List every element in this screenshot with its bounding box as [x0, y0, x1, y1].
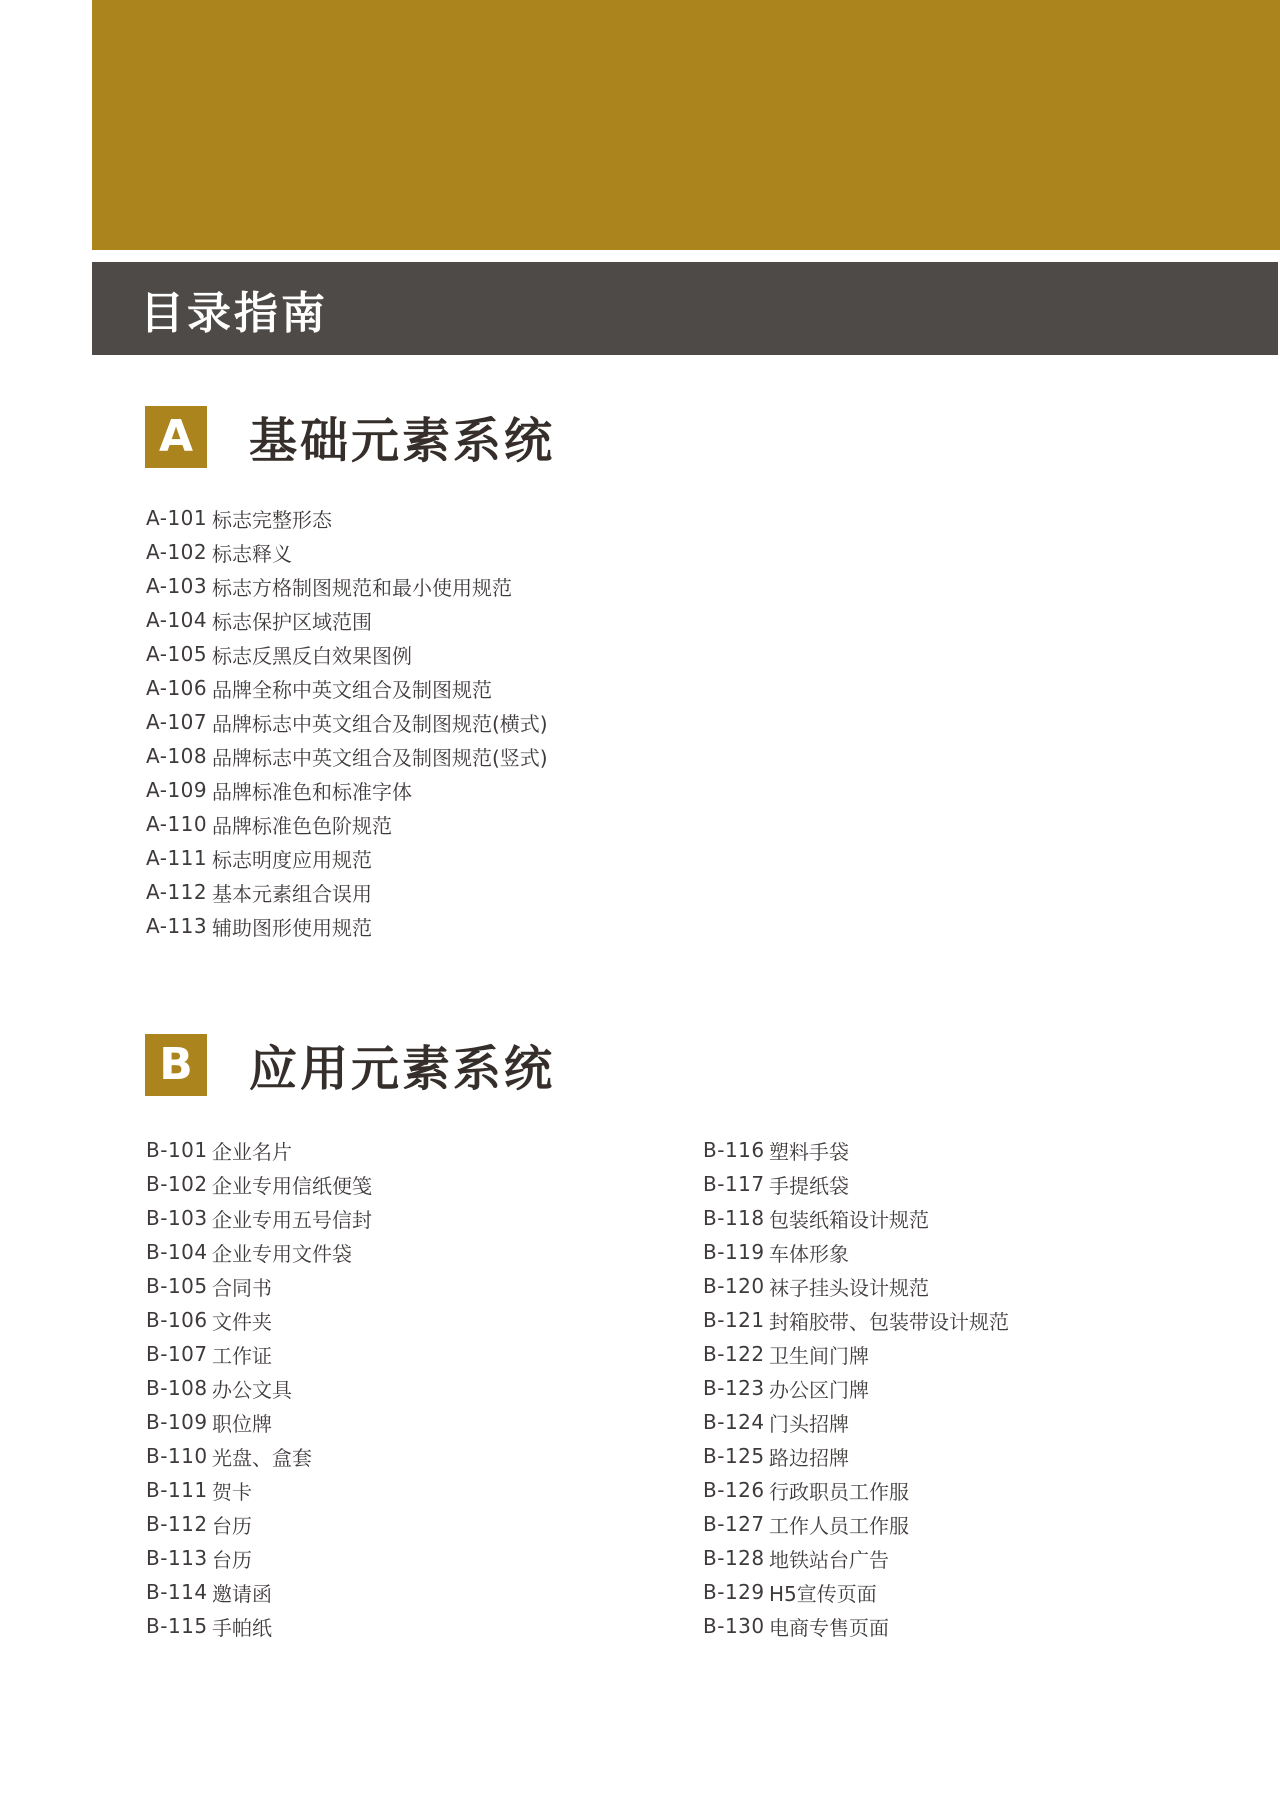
item-label: 办公区门牌: [769, 1377, 869, 1402]
item-label: 手提纸袋: [769, 1173, 849, 1198]
list-item: [146, 1167, 372, 1201]
item-label: 标志方格制图规范和最小使用规范: [212, 575, 512, 600]
item-label: 标志明度应用规范: [212, 847, 372, 872]
section-a-title: 基础元素系统: [249, 413, 556, 469]
item-label: 品牌全称中英文组合及制图规范: [212, 677, 492, 702]
item-code: B-118: [703, 1206, 765, 1230]
list-item: [146, 739, 548, 773]
item-code: A-109: [146, 778, 208, 802]
item-label: 职位牌: [212, 1411, 272, 1436]
item-code: B-101: [146, 1138, 208, 1162]
item-code: B-102: [146, 1172, 208, 1196]
list-item: [703, 1235, 1009, 1269]
item-code: B-112: [146, 1512, 208, 1536]
item-code: B-120: [703, 1274, 765, 1298]
item-code: B-110: [146, 1444, 208, 1468]
item-label: 辅助图形使用规范: [212, 915, 372, 940]
item-label: 台历: [212, 1547, 252, 1572]
item-label: 电商专售页面: [769, 1615, 889, 1640]
item-code: B-122: [703, 1342, 765, 1366]
item-code: B-114: [146, 1580, 208, 1604]
list-item: [146, 1473, 372, 1507]
item-code: B-117: [703, 1172, 765, 1196]
item-label: 合同书: [212, 1275, 272, 1300]
list-item: [146, 1439, 372, 1473]
list-item: [146, 1371, 372, 1405]
item-code: B-105: [146, 1274, 208, 1298]
item-code: A-111: [146, 846, 208, 870]
item-label: 邀请函: [212, 1581, 272, 1606]
list-item: [146, 501, 548, 535]
list-item: [146, 1507, 372, 1541]
item-code: A-105: [146, 642, 208, 666]
list-item: [703, 1439, 1009, 1473]
list-item: [146, 1133, 372, 1167]
list-item: [703, 1167, 1009, 1201]
item-label: 封箱胶带、包装带设计规范: [769, 1309, 1009, 1334]
item-code: B-108: [146, 1376, 208, 1400]
item-label: 包装纸箱设计规范: [769, 1207, 929, 1232]
item-code: B-116: [703, 1138, 765, 1162]
list-item: [146, 875, 548, 909]
list-item: [146, 1541, 372, 1575]
item-label: 光盘、盒套: [212, 1445, 312, 1470]
toc-banner: [92, 262, 1278, 355]
item-code: B-104: [146, 1240, 208, 1264]
list-item: [146, 637, 548, 671]
item-code: B-128: [703, 1546, 765, 1570]
item-label: 文件夹: [212, 1309, 272, 1334]
item-code: B-130: [703, 1614, 765, 1638]
list-item: [146, 569, 548, 603]
list-item: [146, 1405, 372, 1439]
item-code: A-101: [146, 506, 208, 530]
item-label: 车体形象: [769, 1241, 849, 1266]
item-code: A-104: [146, 608, 208, 632]
list-item: [146, 535, 548, 569]
header-gold-block: [92, 0, 1280, 250]
list-item: [146, 1337, 372, 1371]
section-a-list: [146, 501, 548, 943]
item-label: 地铁站台广告: [769, 1547, 889, 1572]
item-code: B-123: [703, 1376, 765, 1400]
item-label: 品牌标准色和标准字体: [212, 779, 412, 804]
list-item: [146, 909, 548, 943]
list-item: [146, 1575, 372, 1609]
item-label: 办公文具: [212, 1377, 292, 1402]
item-label: 手帕纸: [212, 1615, 272, 1640]
item-code: B-126: [703, 1478, 765, 1502]
item-code: B-103: [146, 1206, 208, 1230]
item-label: 标志释义: [212, 541, 292, 566]
list-item: [703, 1201, 1009, 1235]
list-item: [703, 1541, 1009, 1575]
item-label: 行政职员工作服: [769, 1479, 909, 1504]
item-label: 企业专用信纸便笺: [212, 1173, 372, 1198]
section-b-title: 应用元素系统: [249, 1041, 556, 1097]
item-label: 标志完整形态: [212, 507, 332, 532]
item-code: A-102: [146, 540, 208, 564]
item-label: 工作人员工作服: [769, 1513, 909, 1538]
list-item: [703, 1269, 1009, 1303]
item-code: B-107: [146, 1342, 208, 1366]
item-code: B-113: [146, 1546, 208, 1570]
item-code: B-111: [146, 1478, 208, 1502]
item-label: 台历: [212, 1513, 252, 1538]
item-code: B-121: [703, 1308, 765, 1332]
list-item: [146, 1269, 372, 1303]
item-label: 贺卡: [212, 1479, 252, 1504]
item-label: 标志保护区域范围: [212, 609, 372, 634]
item-code: B-124: [703, 1410, 765, 1434]
item-code: A-110: [146, 812, 208, 836]
item-code: B-129: [703, 1580, 765, 1604]
page-title: 目录指南: [140, 287, 328, 339]
item-code: A-106: [146, 676, 208, 700]
item-label: H5宣传页面: [769, 1581, 877, 1606]
item-code: A-103: [146, 574, 208, 598]
section-a-header: [145, 402, 555, 471]
item-label: 工作证: [212, 1343, 272, 1368]
item-label: 品牌标志中英文组合及制图规范(竖式): [212, 745, 548, 770]
item-label: 卫生间门牌: [769, 1343, 869, 1368]
item-code: A-108: [146, 744, 208, 768]
section-b-list-left: [146, 1133, 372, 1643]
list-item: [703, 1609, 1009, 1643]
list-item: [146, 603, 548, 637]
item-label: 袜子挂头设计规范: [769, 1275, 929, 1300]
list-item: [146, 1235, 372, 1269]
item-code: A-113: [146, 914, 208, 938]
item-code: B-127: [703, 1512, 765, 1536]
item-label: 企业名片: [212, 1139, 292, 1164]
item-code: B-125: [703, 1444, 765, 1468]
item-code: B-106: [146, 1308, 208, 1332]
list-item: [703, 1473, 1009, 1507]
list-item: [703, 1303, 1009, 1337]
section-b-header: [145, 1030, 555, 1099]
item-label: 门头招牌: [769, 1411, 849, 1436]
item-label: 基本元素组合误用: [212, 881, 372, 906]
item-code: B-119: [703, 1240, 765, 1264]
list-item: [703, 1507, 1009, 1541]
section-b-badge: B: [145, 1034, 207, 1096]
list-item: [146, 1609, 372, 1643]
list-item: [703, 1337, 1009, 1371]
item-label: 标志反黑反白效果图例: [212, 643, 412, 668]
list-item: [146, 1201, 372, 1235]
item-label: 品牌标志中英文组合及制图规范(横式): [212, 711, 548, 736]
list-item: [146, 705, 548, 739]
list-item: [703, 1371, 1009, 1405]
section-b-list-right: [703, 1133, 1009, 1643]
item-label: 企业专用文件袋: [212, 1241, 352, 1266]
list-item: [146, 807, 548, 841]
item-label: 品牌标准色色阶规范: [212, 813, 392, 838]
list-item: [146, 1303, 372, 1337]
item-label: 路边招牌: [769, 1445, 849, 1470]
list-item: [146, 773, 548, 807]
list-item: [703, 1575, 1009, 1609]
item-code: B-109: [146, 1410, 208, 1434]
list-item: [146, 671, 548, 705]
list-item: [146, 841, 548, 875]
item-label: 企业专用五号信封: [212, 1207, 372, 1232]
item-code: A-112: [146, 880, 208, 904]
section-a-badge: A: [145, 406, 207, 468]
item-label: 塑料手袋: [769, 1139, 849, 1164]
list-item: [703, 1405, 1009, 1439]
item-code: B-115: [146, 1614, 208, 1638]
item-code: A-107: [146, 710, 208, 734]
list-item: [703, 1133, 1009, 1167]
